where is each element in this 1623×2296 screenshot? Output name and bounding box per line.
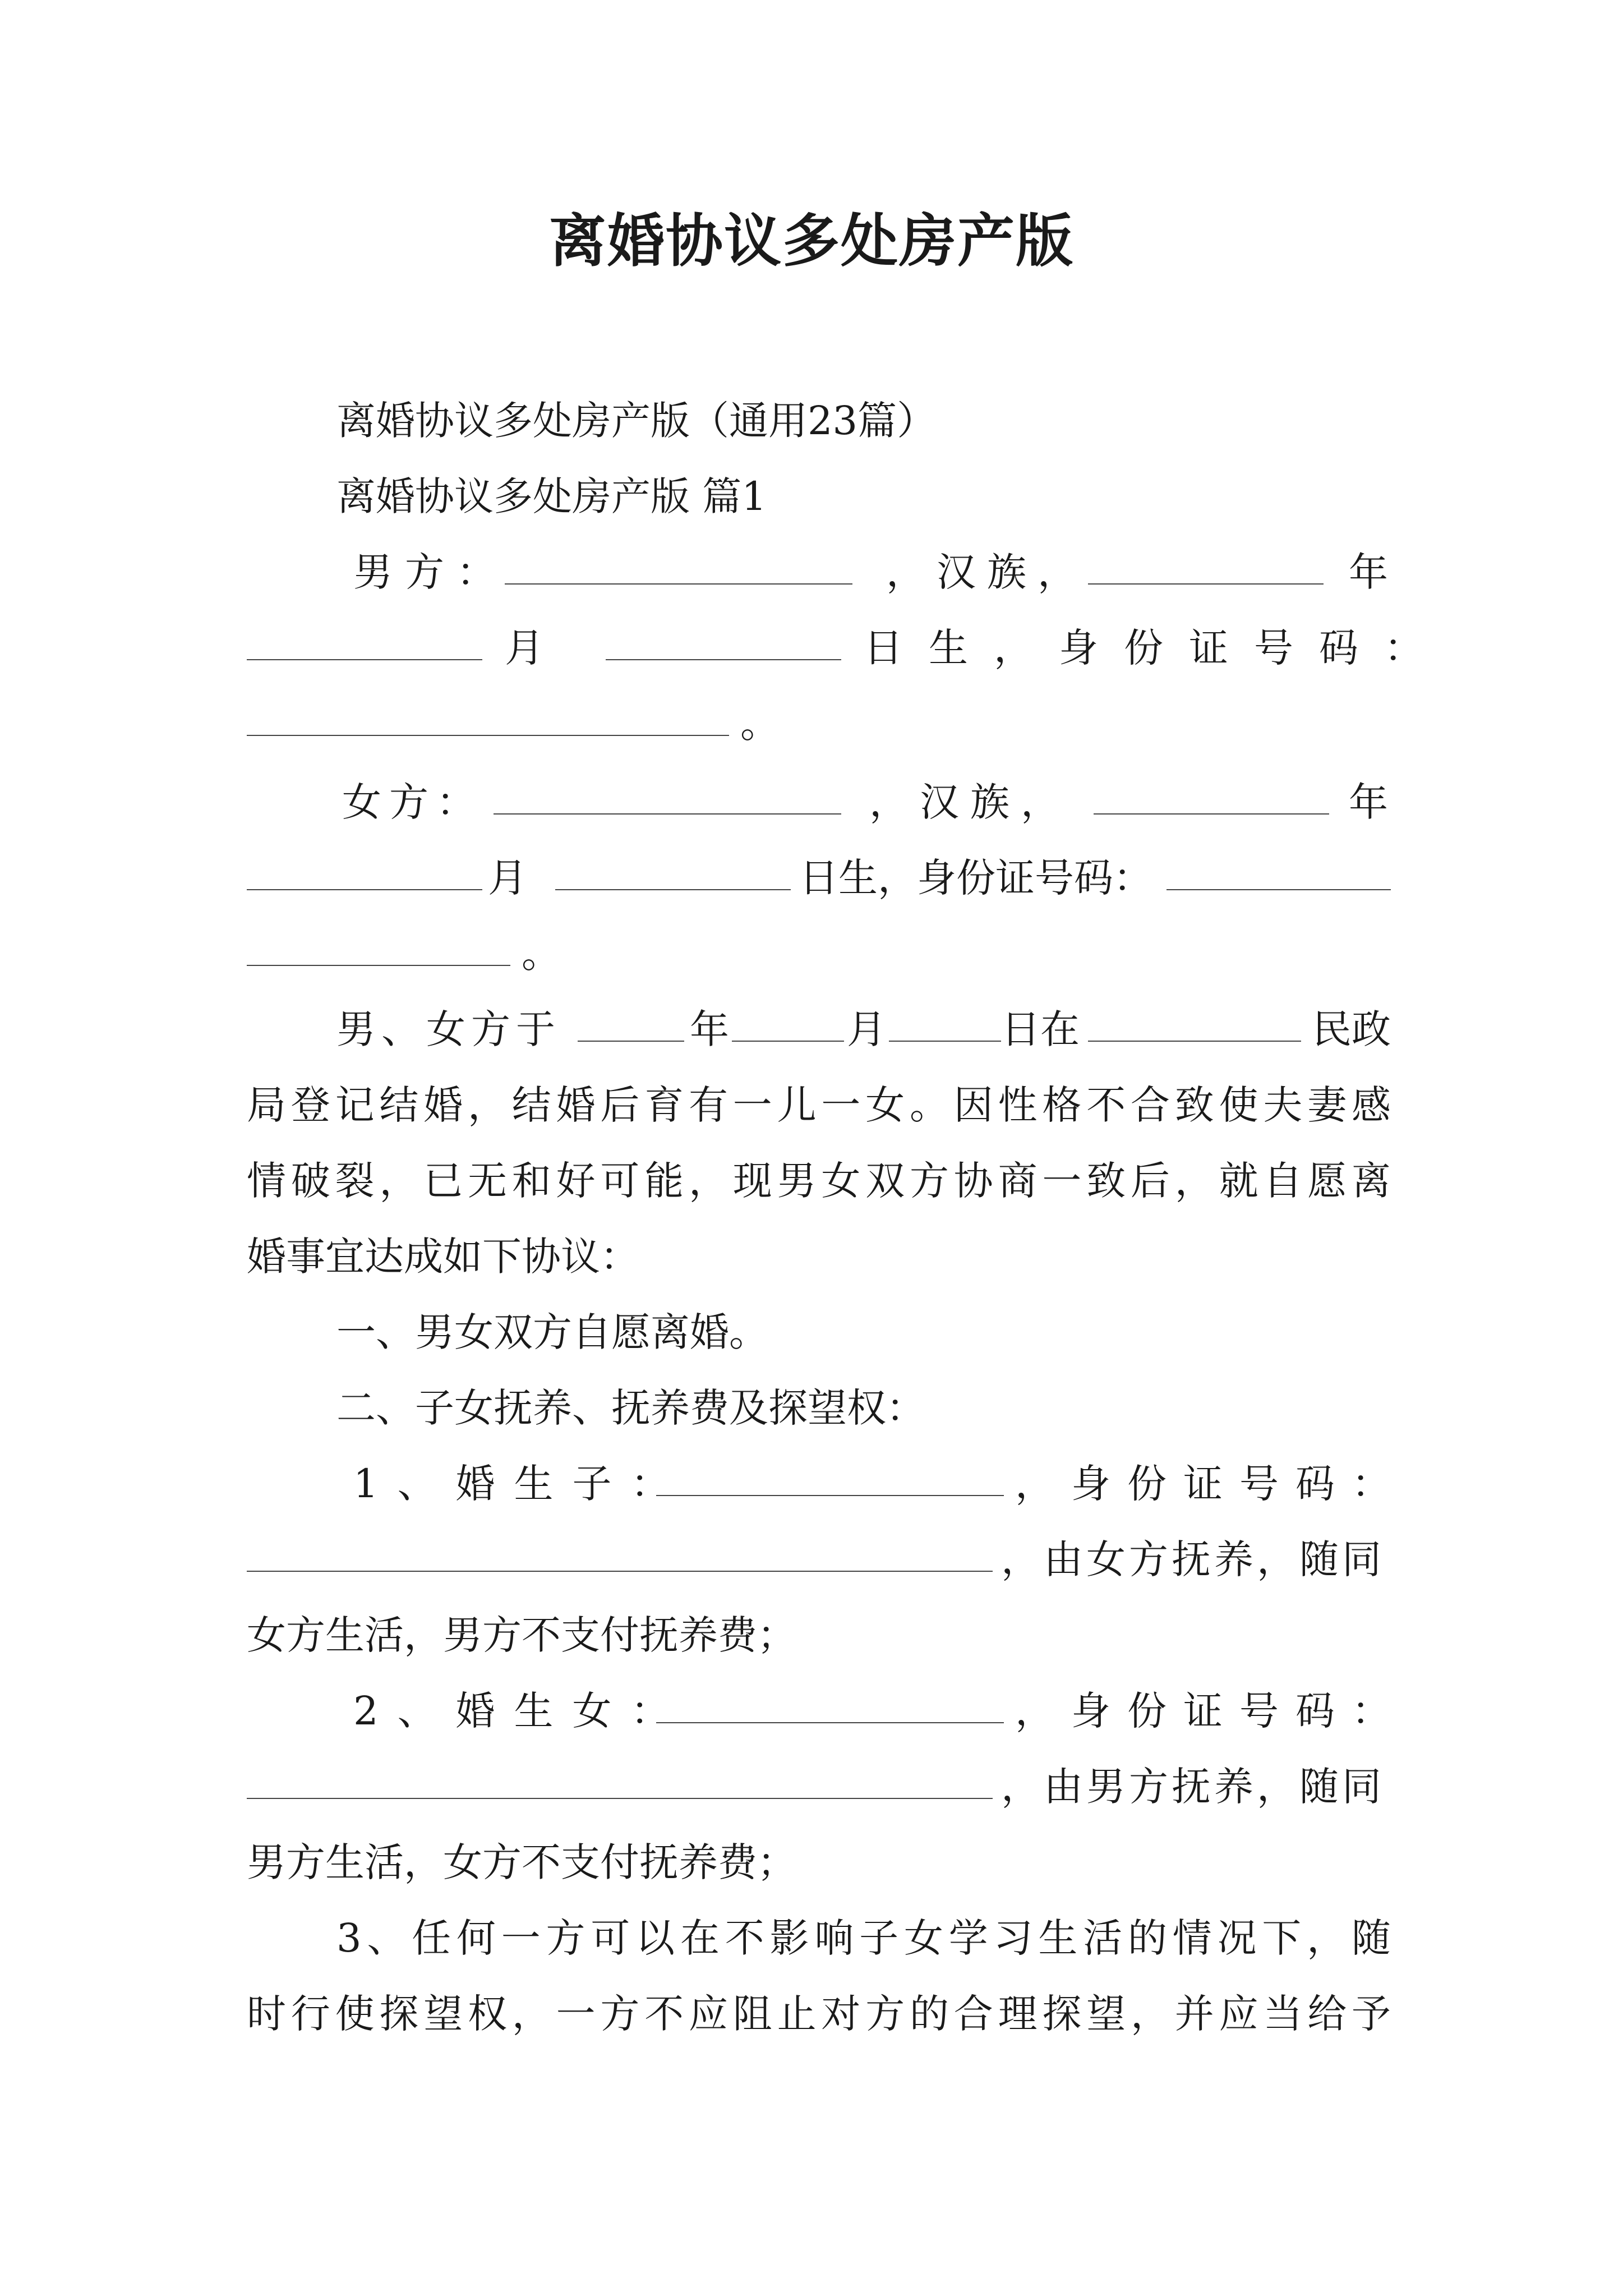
female-month-label: 月	[488, 855, 527, 901]
male-label: 男方：	[353, 549, 508, 595]
male-month-label: 月	[505, 625, 544, 671]
daughter-line-3: 男方生活，女方不支付抚养费；	[247, 1839, 796, 1885]
daughter-name-blank	[656, 1687, 1004, 1723]
marriage-place-blank	[1088, 1006, 1301, 1042]
female-name-blank	[494, 779, 841, 815]
son-id-label: ，身份证号码：	[1015, 1461, 1408, 1507]
male-day-blank	[606, 624, 841, 660]
female-year-label: 年	[1349, 779, 1388, 825]
male-year-label: 年	[1349, 549, 1388, 595]
son-id-blank	[247, 1536, 993, 1572]
marriage-day-blank	[889, 1006, 1001, 1042]
female-ethnicity: ，汉族，	[869, 779, 1071, 825]
male-year-blank	[1088, 549, 1324, 585]
female-year-blank	[1094, 779, 1329, 815]
document-title: 离婚协议多处房产版	[549, 208, 1074, 275]
female-id-blank-b	[247, 930, 510, 966]
male-ethnicity: ，汉族，	[886, 549, 1088, 595]
female-end: 。	[522, 931, 561, 977]
male-id-blank	[247, 700, 729, 736]
daughter-custody: ，由男方抚养，随同	[1001, 1764, 1385, 1810]
female-month-blank	[247, 854, 482, 890]
marriage-year-blank	[578, 1006, 684, 1042]
male-month-blank	[247, 624, 482, 660]
marriage-year-label: 年	[690, 1006, 729, 1052]
subtitle: 离婚协议多处房产版（通用23篇）	[336, 398, 937, 444]
chapter-heading: 离婚协议多处房产版 篇1	[336, 473, 767, 519]
male-name-blank	[505, 549, 852, 585]
female-id-blank-a	[1166, 854, 1391, 890]
clause-2: 二、子女抚养、抚养费及探望权：	[336, 1385, 925, 1431]
marriage-day-label: 日在	[1001, 1006, 1080, 1052]
daughter-label: 2、婚生女：	[353, 1688, 689, 1734]
marriage-month-blank	[732, 1006, 844, 1042]
marriage-month-label: 月	[847, 1006, 886, 1052]
son-label: 1、婚生子：	[353, 1461, 689, 1507]
son-line-3: 女方生活，男方不支付抚养费；	[247, 1612, 796, 1658]
male-end: 。	[740, 701, 780, 747]
marriage-line-3: 情破裂，已无和好可能，现男女双方协商一致后，就自愿离	[247, 1158, 1391, 1204]
marriage-prefix: 男、女方于	[336, 1006, 561, 1052]
marriage-line-2: 局登记结婚，结婚后育有一儿一女。因性格不合致使夫妻感	[247, 1082, 1391, 1128]
clause-1: 一、男女双方自愿离婚。	[336, 1309, 768, 1355]
visit-line-1: 3、任何一方可以在不影响子女学习生活的情况下，随	[336, 1915, 1391, 1961]
son-name-blank	[656, 1460, 1004, 1496]
female-day-blank	[555, 854, 791, 890]
daughter-id-label: ，身份证号码：	[1015, 1688, 1408, 1734]
female-day-id: 日生，身份证号码：	[799, 855, 1152, 901]
visit-line-2: 时行使探望权，一方不应阻止对方的合理探望，并应当给予	[247, 1991, 1391, 2037]
son-custody: ，由女方抚养，随同	[1001, 1536, 1385, 1582]
marriage-line-4: 婚事宜达成如下协议：	[247, 1234, 639, 1280]
daughter-id-blank	[247, 1763, 993, 1799]
male-day-id: 日生，身份证号码：	[864, 625, 1449, 671]
female-label: 女方：	[342, 779, 483, 825]
marriage-suffix: 民政	[1312, 1006, 1391, 1052]
